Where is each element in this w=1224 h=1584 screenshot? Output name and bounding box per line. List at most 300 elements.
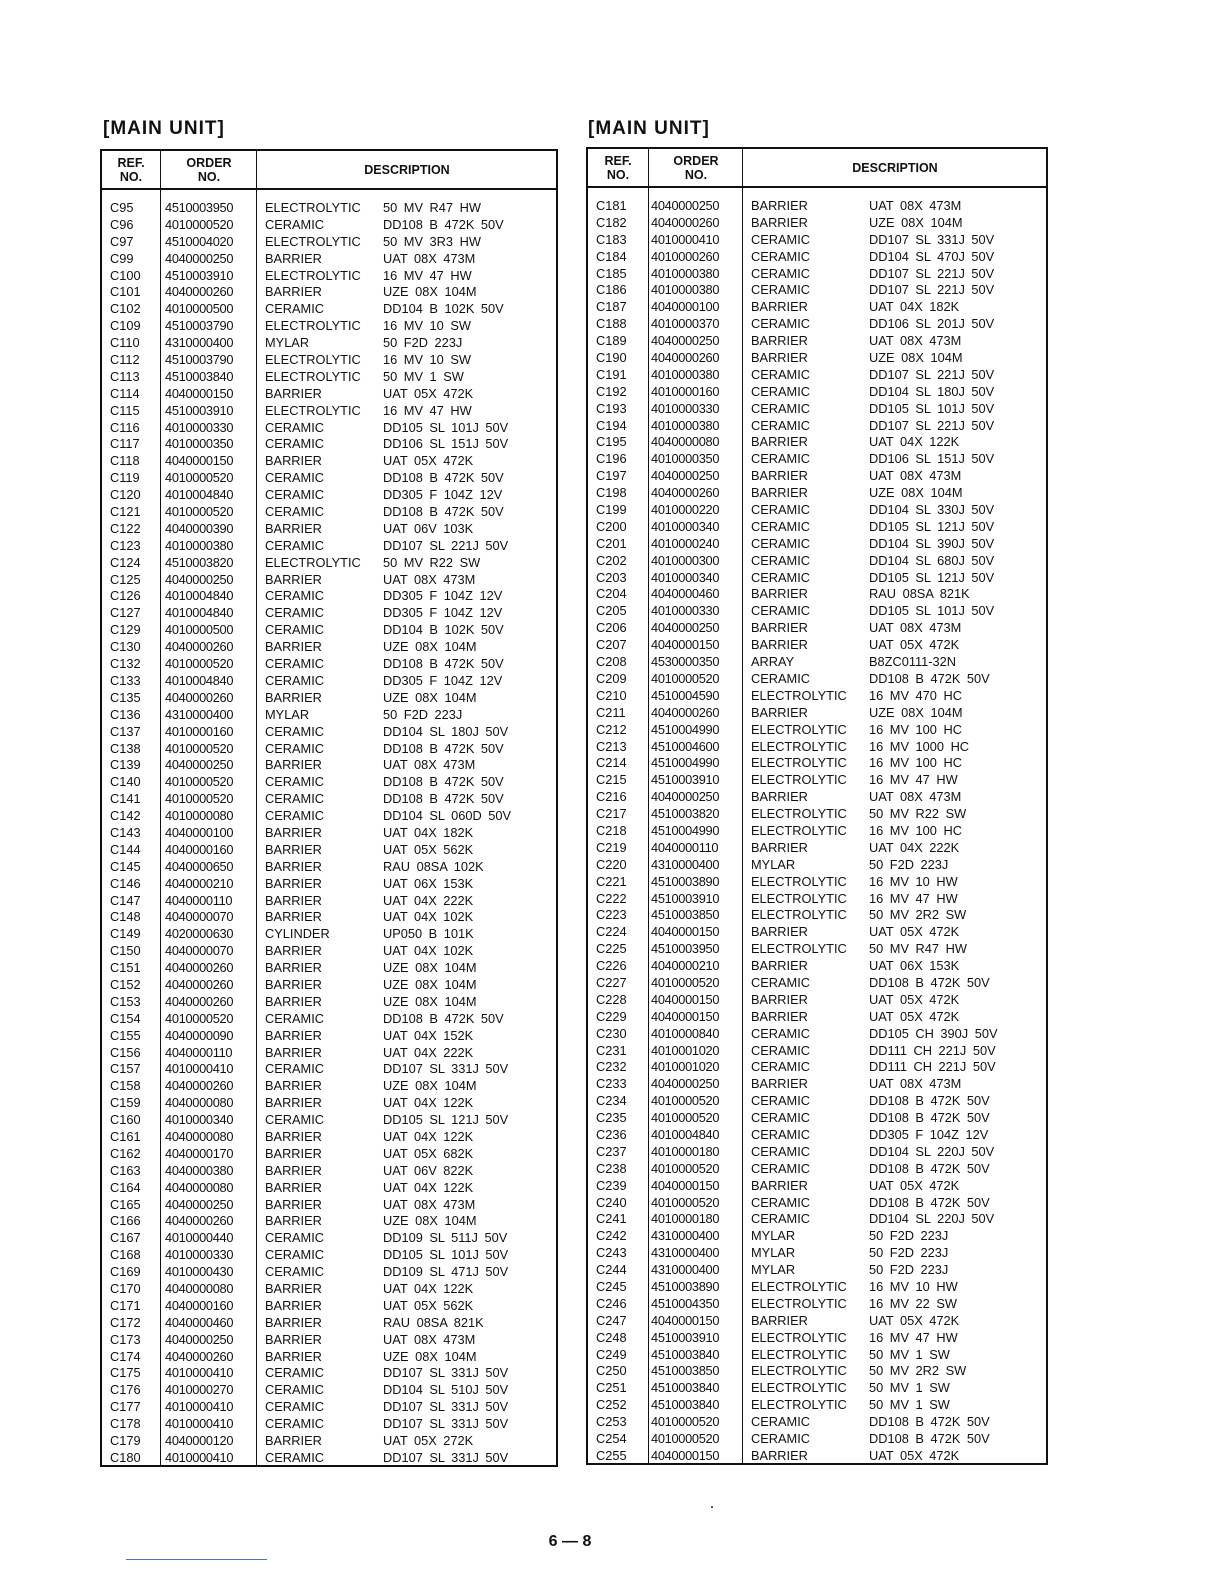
order-no: 4010000330: [165, 1247, 234, 1263]
order-no: 4310000400: [651, 1262, 720, 1278]
order-no: 4040000260: [651, 704, 720, 720]
ref-no: C115: [110, 402, 140, 418]
order-no: 4040000210: [651, 958, 720, 974]
order-no: 4040000250: [651, 789, 720, 805]
ref-no: C237: [596, 1143, 627, 1159]
part-spec: UP050 B 101K: [383, 926, 474, 942]
part-type: CERAMIC: [265, 656, 325, 672]
part-spec: UAT 05X 472K: [383, 453, 474, 469]
order-no: 4010000520: [165, 774, 234, 790]
part-type: BARRIER: [265, 1078, 322, 1094]
part-type: BARRIER: [751, 704, 808, 720]
part-spec: DD108 B 472K 50V: [383, 216, 504, 232]
part-type: CERAMIC: [265, 436, 325, 452]
description-header: DESCRIPTION: [364, 162, 450, 177]
part-spec: DD104 B 102K 50V: [383, 622, 504, 638]
table-row: [102, 622, 556, 639]
order-no: 4040000080: [165, 1179, 234, 1195]
table-row: [588, 502, 1046, 519]
ref-no: C223: [596, 907, 627, 923]
ref-no: C144: [110, 841, 141, 857]
table-row: [588, 1313, 1046, 1330]
table-row: [588, 1110, 1046, 1127]
part-type: CERAMIC: [751, 383, 811, 399]
ref-no: C217: [596, 806, 627, 822]
ref-no: C159: [110, 1095, 141, 1111]
part-type: CERAMIC: [265, 504, 325, 520]
order-no: 4010000520: [165, 504, 234, 520]
order-no: 4510003850: [651, 907, 720, 923]
table-row: [588, 620, 1046, 637]
part-type: CERAMIC: [265, 1112, 325, 1128]
part-type: BARRIER: [265, 1044, 322, 1060]
part-spec: 16 MV 10 SW: [383, 318, 471, 334]
right-section-title: [MAIN UNIT]: [588, 118, 710, 139]
part-spec: DD104 SL 180J 50V: [383, 723, 509, 739]
table-row: [588, 772, 1046, 789]
order-no: 4010000500: [165, 301, 234, 317]
order-no: 4010000410: [165, 1061, 234, 1077]
order-no: 4040000650: [165, 858, 234, 874]
ref-no: C210: [596, 687, 627, 703]
order-no: 4510004600: [651, 738, 720, 754]
order-no: 4040000260: [165, 976, 234, 992]
part-type: CERAMIC: [265, 470, 325, 486]
ref-no: C247: [596, 1312, 627, 1328]
part-spec: DD107 SL 221J 50V: [383, 537, 509, 553]
order-no: 4010000380: [165, 537, 234, 553]
table-row: [102, 217, 556, 234]
part-type: CERAMIC: [265, 1365, 325, 1381]
table-row: [102, 453, 556, 470]
table-row: [102, 893, 556, 910]
part-type: CERAMIC: [265, 1010, 325, 1026]
order-no: 4510003910: [651, 772, 720, 788]
part-type: ELECTROLYTIC: [751, 907, 847, 923]
table-row: [588, 1262, 1046, 1279]
part-spec: UAT 08X 473M: [383, 1331, 476, 1347]
part-type: CERAMIC: [265, 537, 325, 553]
ref-no: C211: [596, 704, 626, 720]
table-row: [102, 1416, 556, 1433]
table-row: [588, 282, 1046, 299]
ref-no: C227: [596, 974, 627, 990]
table-row: [102, 1095, 556, 1112]
order-no: 4010000330: [651, 603, 720, 619]
part-spec: UAT 05X 472K: [869, 1312, 960, 1328]
part-spec: 50 F2D 223J: [869, 1262, 949, 1278]
part-type: CERAMIC: [265, 1264, 325, 1280]
part-spec: DD104 SL 470J 50V: [869, 248, 995, 264]
table-row: [102, 504, 556, 521]
order-no: 4530000350: [651, 654, 720, 670]
order-no: 4010000520: [165, 470, 234, 486]
table-row: [102, 470, 556, 487]
order-no: 4010000440: [165, 1230, 234, 1246]
order-no: 4040000460: [165, 1314, 234, 1330]
part-type: BARRIER: [751, 333, 808, 349]
table-row: [102, 1433, 556, 1450]
ref-no: C194: [596, 417, 627, 433]
order-no: 4510003850: [651, 1363, 720, 1379]
part-type: ELECTROLYTIC: [751, 1346, 847, 1362]
part-spec: UAT 08X 473M: [869, 468, 962, 484]
part-type: CERAMIC: [265, 1449, 325, 1465]
table-row: [588, 806, 1046, 823]
table-row: [588, 975, 1046, 992]
order-no: 4040000260: [165, 689, 234, 705]
order-no: 4510004990: [651, 721, 720, 737]
part-spec: UAT 05X 682K: [383, 1145, 474, 1161]
order-no: 4040000250: [165, 250, 234, 266]
part-spec: UAT 06X 153K: [383, 875, 474, 891]
order-no: 4040000120: [165, 1433, 234, 1449]
table-row: [588, 722, 1046, 739]
table-row: [102, 1315, 556, 1332]
ref-no: C133: [110, 672, 141, 688]
part-type: BARRIER: [265, 689, 322, 705]
ref-no: C228: [596, 991, 627, 1007]
table-row: [102, 605, 556, 622]
order-no: 4010000520: [651, 1431, 720, 1447]
part-type: CERAMIC: [751, 1093, 811, 1109]
part-spec: 16 MV 47 HW: [383, 402, 472, 418]
ref-no: C226: [596, 958, 627, 974]
ref-no: C200: [596, 518, 627, 534]
ref-no: C233: [596, 1076, 627, 1092]
ref-no: C195: [596, 434, 627, 450]
part-type: BARRIER: [751, 1447, 808, 1463]
part-spec: 50 MV R22 SW: [869, 806, 967, 822]
table-row: [102, 1281, 556, 1298]
part-spec: UAT 04X 222K: [869, 839, 960, 855]
part-spec: 16 MV 47 HW: [869, 890, 958, 906]
ref-no: C112: [110, 352, 140, 368]
part-spec: 16 MV 1000 HC: [869, 738, 970, 754]
table-row: [588, 1161, 1046, 1178]
order-no: 4010004840: [165, 605, 234, 621]
part-type: BARRIER: [265, 639, 322, 655]
table-row: [588, 232, 1046, 249]
order-no: 4040000390: [165, 520, 234, 536]
ref-no: C229: [596, 1008, 627, 1024]
ref-no: C117: [110, 436, 140, 452]
part-spec: UAT 08X 473M: [869, 1076, 962, 1092]
order-no: 4010004840: [165, 672, 234, 688]
part-spec: 16 MV 100 HC: [869, 721, 962, 737]
ref-no: C239: [596, 1177, 627, 1193]
order-no: 4010000380: [651, 417, 720, 433]
part-type: BARRIER: [265, 1297, 322, 1313]
ref-no: C192: [596, 383, 627, 399]
part-type: ELECTROLYTIC: [751, 1295, 847, 1311]
ref-no: C225: [596, 941, 627, 957]
order-no: 4510003950: [165, 200, 234, 215]
ref-no: C186: [596, 282, 627, 298]
part-spec: UAT 04X 122K: [383, 1095, 474, 1111]
table-row: [102, 774, 556, 791]
table-row: [102, 251, 556, 268]
part-spec: DD305 F 104Z 12V: [383, 605, 503, 621]
part-spec: DD305 F 104Z 12V: [383, 588, 503, 604]
ref-no: C169: [110, 1264, 141, 1280]
part-type: ELECTROLYTIC: [751, 1380, 847, 1396]
ref-no: C100: [110, 267, 141, 283]
part-type: BARRIER: [751, 1312, 808, 1328]
part-type: CERAMIC: [265, 672, 325, 688]
part-spec: DD104 SL 220J 50V: [869, 1143, 995, 1159]
part-spec: UZE 08X 104M: [383, 284, 477, 300]
table-row: [102, 318, 556, 335]
table-row: [102, 960, 556, 977]
ref-no: C218: [596, 822, 627, 838]
table-row: [102, 1247, 556, 1264]
table-row: [588, 654, 1046, 671]
part-spec: DD104 SL 680J 50V: [869, 552, 995, 568]
part-type: CERAMIC: [751, 603, 811, 619]
table-row: [588, 840, 1046, 857]
table-row: [588, 1347, 1046, 1364]
part-type: CERAMIC: [265, 1230, 325, 1246]
table-row: [102, 200, 556, 217]
order-no: 4010000520: [165, 1010, 234, 1026]
table-row: [588, 485, 1046, 502]
part-type: BARRIER: [751, 991, 808, 1007]
part-type: BARRIER: [265, 1348, 322, 1364]
ref-no: C208: [596, 654, 627, 670]
part-type: ELECTROLYTIC: [265, 352, 361, 368]
part-type: BARRIER: [265, 1213, 322, 1229]
order-no: 4040000260: [165, 639, 234, 655]
ref-no: C125: [110, 571, 141, 587]
part-spec: DD108 B 472K 50V: [383, 656, 504, 672]
ref-no: C151: [110, 960, 141, 976]
table-row: [102, 876, 556, 893]
ref-no: C224: [596, 924, 627, 940]
table-row: [588, 1228, 1046, 1245]
part-type: CERAMIC: [751, 1025, 811, 1041]
part-type: CERAMIC: [751, 265, 811, 281]
part-type: BARRIER: [265, 1331, 322, 1347]
part-spec: DD108 B 472K 50V: [383, 774, 504, 790]
part-type: ELECTROLYTIC: [751, 721, 847, 737]
part-spec: 16 MV 47 HW: [869, 772, 958, 788]
part-spec: UAT 04X 122K: [383, 1179, 474, 1195]
ref-no: C129: [110, 622, 141, 638]
part-spec: DD105 SL 121J 50V: [869, 518, 995, 534]
part-spec: UAT 04X 182K: [383, 824, 474, 840]
order-no: 4040000250: [651, 620, 720, 636]
order-no: 4310000400: [165, 706, 234, 722]
part-spec: 50 F2D 223J: [383, 706, 463, 722]
ref-no: C230: [596, 1025, 627, 1041]
table-row: [102, 690, 556, 707]
part-spec: DD107 SL 331J 50V: [383, 1061, 509, 1077]
ref-no: C152: [110, 976, 141, 992]
part-spec: UZE 08X 104M: [869, 214, 963, 230]
part-type: ELECTROLYTIC: [751, 1279, 847, 1294]
table-row: [588, 1178, 1046, 1195]
order-no: 4010000520: [651, 1194, 720, 1210]
ref-no: C118: [110, 453, 140, 469]
part-type: CERAMIC: [265, 622, 325, 638]
part-type: CERAMIC: [751, 1110, 811, 1126]
part-spec: DD108 B 472K 50V: [869, 974, 990, 990]
part-type: MYLAR: [751, 856, 796, 872]
part-spec: UAT 04X 102K: [383, 943, 474, 959]
table-row: [102, 1298, 556, 1315]
part-type: BARRIER: [265, 892, 322, 908]
table-row: [588, 891, 1046, 908]
order-no: 4510003790: [165, 352, 234, 368]
table-row: [588, 553, 1046, 570]
part-spec: 50 MV R47 HW: [869, 941, 967, 957]
part-spec: DD109 SL 471J 50V: [383, 1264, 509, 1280]
table-row: [588, 857, 1046, 874]
order-no: 4040000150: [651, 637, 720, 653]
table-row: [102, 521, 556, 538]
table-row: [102, 1061, 556, 1078]
right-parts-table: [586, 147, 1048, 1465]
ref-no: C126: [110, 588, 141, 604]
order-no: 4010000380: [651, 282, 720, 298]
part-type: CERAMIC: [265, 1399, 325, 1415]
order-no: 4010001020: [651, 1042, 720, 1058]
part-spec: UAT 06X 153K: [869, 958, 960, 974]
table-row: [102, 656, 556, 673]
part-spec: UZE 08X 104M: [869, 485, 963, 501]
part-spec: UAT 05X 472K: [869, 1177, 960, 1193]
table-row: [588, 823, 1046, 840]
ref-no: C176: [110, 1382, 141, 1398]
ref-no: C137: [110, 723, 141, 739]
table-row: [588, 1026, 1046, 1043]
ref-no: C252: [596, 1397, 627, 1413]
part-type: ELECTROLYTIC: [751, 890, 847, 906]
order-no: 4040000160: [165, 841, 234, 857]
page-number: 6 — 8: [548, 1533, 592, 1550]
ref-no: C149: [110, 926, 141, 942]
part-spec: DD111 CH 221J 50V: [869, 1042, 996, 1058]
ref-no: C196: [596, 451, 627, 467]
order-no: 4010000160: [165, 723, 234, 739]
order-no: 4010000260: [651, 248, 720, 264]
ref-no: C236: [596, 1126, 627, 1142]
part-spec: DD108 B 472K 50V: [383, 470, 504, 486]
table-row: [102, 943, 556, 960]
order-no: 4040000150: [651, 1312, 720, 1328]
part-type: BARRIER: [751, 789, 808, 805]
part-spec: UZE 08X 104M: [869, 350, 963, 366]
order-no: 4040000250: [165, 1331, 234, 1347]
part-type: CERAMIC: [265, 723, 325, 739]
ref-no: C190: [596, 350, 627, 366]
table-row: [102, 588, 556, 605]
ref-no: C221: [596, 873, 627, 889]
table-row: [588, 1127, 1046, 1144]
part-spec: RAU 08SA 102K: [383, 858, 484, 874]
order-no: 4510004350: [651, 1295, 720, 1311]
ref-no: C142: [110, 808, 141, 824]
ref-no: C165: [110, 1196, 141, 1212]
ref-no: C135: [110, 689, 141, 705]
part-spec: DD105 SL 101J 50V: [383, 419, 509, 435]
table-row: [588, 958, 1046, 975]
part-spec: DD107 SL 331J 50V: [383, 1449, 509, 1465]
ref-no: C121: [110, 504, 141, 520]
part-type: MYLAR: [751, 1228, 796, 1244]
table-row: [588, 1211, 1046, 1228]
table-row: [102, 825, 556, 842]
part-spec: 16 MV 47 HW: [383, 267, 472, 283]
order-no: 4010000410: [165, 1449, 234, 1465]
ref-no: C234: [596, 1093, 627, 1109]
part-spec: DD108 B 472K 50V: [869, 1093, 990, 1109]
ref-no: C253: [596, 1414, 627, 1430]
ref-no: C204: [596, 586, 627, 602]
part-type: BARRIER: [265, 875, 322, 891]
part-type: BARRIER: [751, 924, 808, 940]
order-no: 4010000500: [165, 622, 234, 638]
part-type: MYLAR: [265, 335, 310, 351]
part-spec: DD305 F 104Z 12V: [383, 672, 503, 688]
part-spec: 50 MV 1 SW: [869, 1380, 950, 1396]
table-header: [102, 151, 556, 190]
ref-no: C238: [596, 1160, 627, 1176]
order-no: 4510003790: [165, 318, 234, 334]
ref-no: C170: [110, 1281, 141, 1296]
part-spec: UZE 08X 104M: [383, 976, 477, 992]
part-type: CERAMIC: [265, 740, 325, 756]
order-no: 4040000070: [165, 909, 234, 925]
ref-no: C119: [110, 470, 140, 486]
ref-no: C202: [596, 552, 627, 568]
order-no: 4010000340: [651, 569, 720, 585]
part-type: BARRIER: [265, 284, 322, 300]
table-row: [588, 384, 1046, 401]
part-type: ELECTROLYTIC: [751, 806, 847, 822]
part-type: CERAMIC: [751, 1042, 811, 1058]
part-type: BARRIER: [751, 485, 808, 501]
ref-no: C178: [110, 1416, 141, 1432]
table-row: [588, 1397, 1046, 1414]
order-no: 4010000520: [165, 216, 234, 232]
part-spec: 16 MV 10 SW: [383, 352, 471, 368]
part-spec: UAT 05X 472K: [869, 1447, 960, 1463]
part-type: BARRIER: [265, 993, 322, 1009]
order-no: 4040000260: [165, 1348, 234, 1364]
order-no: 4010000430: [165, 1264, 234, 1280]
part-type: BARRIER: [751, 620, 808, 636]
part-type: CERAMIC: [265, 1061, 325, 1077]
table-row: [102, 1129, 556, 1146]
ref-no: C193: [596, 400, 627, 416]
ref-no: C155: [110, 1027, 141, 1043]
ref-no: C146: [110, 875, 141, 891]
table-row: [102, 977, 556, 994]
table-row: [102, 994, 556, 1011]
part-spec: 50 MV 2R2 SW: [869, 907, 967, 923]
table-row: [102, 386, 556, 403]
table-row: [588, 198, 1046, 215]
table-row: [588, 671, 1046, 688]
part-type: CERAMIC: [265, 605, 325, 621]
ref-no: C250: [596, 1363, 627, 1379]
order-no: 4010000160: [651, 383, 720, 399]
part-spec: DD108 B 472K 50V: [869, 1414, 990, 1430]
table-row: [102, 1365, 556, 1382]
part-type: CERAMIC: [751, 417, 811, 433]
